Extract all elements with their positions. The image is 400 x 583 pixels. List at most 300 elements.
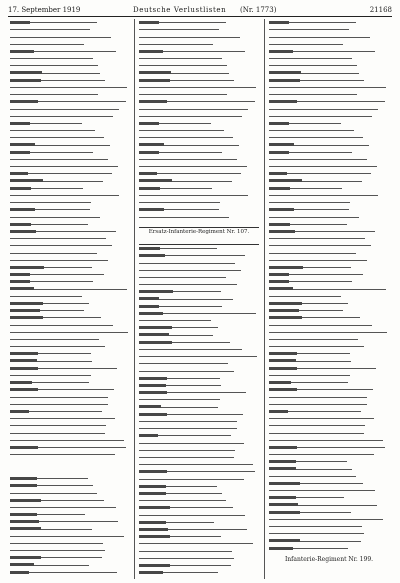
bold-name-segment bbox=[10, 484, 37, 487]
illegible-text-line bbox=[139, 173, 241, 175]
illegible-text-line bbox=[269, 396, 367, 398]
illegible-text-line bbox=[139, 399, 220, 401]
bold-name-segment bbox=[10, 122, 30, 125]
illegible-text-line bbox=[139, 80, 234, 82]
illegible-text-line bbox=[269, 202, 350, 204]
illegible-text-line bbox=[10, 36, 111, 38]
illegible-text-line bbox=[10, 543, 103, 545]
bold-name-segment bbox=[139, 71, 171, 74]
illegible-text-line bbox=[10, 159, 108, 161]
bold-name-segment bbox=[269, 280, 289, 283]
illegible-text-line bbox=[10, 231, 116, 233]
illegible-text-line bbox=[269, 468, 352, 470]
bold-name-segment bbox=[10, 172, 28, 175]
bold-name-segment bbox=[269, 179, 302, 182]
illegible-text-line bbox=[269, 548, 348, 550]
illegible-text-line bbox=[10, 116, 113, 118]
bold-name-segment bbox=[269, 143, 294, 146]
illegible-text-line bbox=[139, 58, 222, 60]
bold-name-segment bbox=[139, 179, 172, 182]
illegible-text-line bbox=[10, 557, 102, 559]
illegible-text-line bbox=[139, 29, 219, 31]
bold-name-segment bbox=[10, 230, 36, 233]
bold-name-segment bbox=[269, 273, 289, 276]
bold-name-segment bbox=[139, 143, 164, 146]
column-divider bbox=[264, 19, 265, 579]
bold-name-segment bbox=[139, 470, 167, 473]
illegible-text-line bbox=[139, 137, 233, 139]
illegible-text-line bbox=[269, 44, 343, 46]
illegible-text-line bbox=[10, 202, 91, 204]
illegible-text-line bbox=[10, 360, 92, 362]
illegible-text-line bbox=[139, 51, 245, 53]
bold-name-segment bbox=[269, 309, 299, 312]
illegible-text-line bbox=[139, 385, 221, 387]
illegible-text-line bbox=[269, 519, 383, 521]
bold-name-segment bbox=[269, 482, 300, 485]
illegible-text-line bbox=[10, 173, 112, 175]
illegible-text-line bbox=[269, 339, 358, 341]
bold-name-segment bbox=[269, 266, 303, 269]
illegible-text-line bbox=[269, 281, 352, 283]
illegible-text-line bbox=[10, 528, 92, 530]
illegible-text-line bbox=[269, 238, 365, 240]
bold-name-segment bbox=[269, 467, 296, 470]
illegible-text-line bbox=[139, 209, 219, 211]
bold-name-segment bbox=[269, 287, 293, 290]
illegible-text-line bbox=[10, 478, 88, 480]
header-issue: (Nr. 1773) bbox=[240, 6, 277, 14]
illegible-text-line bbox=[10, 94, 98, 96]
illegible-text-line bbox=[139, 442, 244, 444]
bold-name-segment bbox=[269, 359, 296, 362]
illegible-text-line bbox=[139, 428, 237, 430]
illegible-text-line bbox=[269, 483, 363, 485]
illegible-text-line bbox=[139, 529, 247, 531]
illegible-text-line bbox=[139, 421, 237, 423]
illegible-text-line bbox=[269, 231, 375, 233]
illegible-text-line bbox=[10, 130, 95, 132]
illegible-text-line bbox=[10, 368, 117, 370]
bold-name-segment bbox=[10, 556, 41, 559]
bold-name-segment bbox=[139, 172, 157, 175]
bold-name-segment bbox=[10, 179, 43, 182]
illegible-text-line bbox=[10, 375, 91, 377]
bold-name-segment bbox=[139, 434, 158, 437]
illegible-text-line bbox=[269, 317, 360, 319]
illegible-text-line bbox=[10, 454, 115, 456]
illegible-text-line bbox=[139, 450, 235, 452]
illegible-text-line bbox=[10, 296, 82, 298]
illegible-text-line bbox=[10, 440, 124, 442]
illegible-text-line bbox=[139, 572, 218, 574]
illegible-text-line bbox=[139, 370, 234, 372]
illegible-text-line bbox=[269, 476, 356, 478]
illegible-text-line bbox=[269, 116, 372, 118]
bold-name-segment bbox=[269, 172, 287, 175]
bold-name-segment bbox=[269, 503, 298, 506]
illegible-text-line bbox=[10, 447, 126, 449]
illegible-text-line bbox=[269, 123, 341, 125]
illegible-text-line bbox=[269, 245, 371, 247]
illegible-text-line bbox=[269, 94, 357, 96]
illegible-text-line bbox=[139, 493, 222, 495]
illegible-text-line bbox=[269, 144, 369, 146]
illegible-text-line bbox=[139, 507, 233, 509]
illegible-text-line bbox=[10, 339, 99, 341]
illegible-text-line bbox=[269, 368, 376, 370]
illegible-text-line bbox=[269, 310, 343, 312]
illegible-text-line bbox=[10, 317, 101, 319]
illegible-text-line bbox=[10, 324, 113, 326]
illegible-text-line bbox=[269, 490, 375, 492]
illegible-text-line bbox=[139, 216, 229, 218]
bold-name-segment bbox=[139, 50, 163, 53]
illegible-text-line bbox=[139, 277, 226, 279]
illegible-text-line bbox=[269, 540, 361, 542]
illegible-text-line bbox=[269, 87, 386, 89]
illegible-text-line bbox=[139, 159, 237, 161]
bold-name-segment bbox=[269, 71, 301, 74]
bold-name-segment bbox=[10, 563, 34, 566]
illegible-text-line bbox=[10, 29, 90, 31]
illegible-text-line bbox=[10, 432, 105, 434]
illegible-text-line bbox=[139, 298, 233, 300]
illegible-text-line bbox=[10, 310, 84, 312]
illegible-text-line bbox=[269, 332, 387, 334]
illegible-text-line bbox=[139, 87, 256, 89]
illegible-text-line bbox=[269, 533, 364, 535]
bold-name-segment bbox=[10, 571, 29, 574]
bold-name-segment bbox=[139, 151, 159, 154]
bold-name-segment bbox=[269, 547, 293, 550]
illegible-text-line bbox=[139, 471, 255, 473]
illegible-text-line bbox=[139, 435, 231, 437]
bold-name-segment bbox=[139, 377, 167, 380]
bold-name-segment bbox=[10, 302, 43, 305]
illegible-text-line bbox=[10, 152, 93, 154]
illegible-text-line bbox=[269, 260, 367, 262]
illegible-text-line bbox=[269, 346, 364, 348]
bold-name-segment bbox=[139, 208, 164, 211]
bold-name-segment bbox=[269, 100, 297, 103]
illegible-text-line bbox=[10, 396, 108, 398]
bold-name-segment bbox=[139, 247, 160, 250]
illegible-text-line bbox=[10, 281, 93, 283]
bold-name-segment bbox=[139, 492, 166, 495]
illegible-text-line bbox=[10, 216, 100, 218]
bold-name-segment bbox=[139, 326, 172, 329]
bold-name-segment bbox=[269, 410, 288, 413]
bold-name-segment bbox=[10, 79, 41, 82]
bold-name-segment bbox=[139, 564, 170, 567]
bold-name-segment bbox=[269, 122, 289, 125]
illegible-text-line bbox=[269, 425, 365, 427]
illegible-text-line bbox=[10, 346, 105, 348]
illegible-text-line bbox=[139, 363, 228, 365]
bold-name-segment bbox=[269, 50, 293, 53]
illegible-text-line bbox=[10, 418, 115, 420]
illegible-text-line bbox=[269, 51, 375, 53]
bold-name-segment bbox=[10, 287, 34, 290]
illegible-text-line bbox=[269, 166, 377, 168]
bold-name-segment bbox=[269, 539, 300, 542]
illegible-text-line bbox=[10, 500, 104, 502]
bold-name-segment bbox=[10, 527, 41, 530]
illegible-text-line bbox=[269, 411, 361, 413]
illegible-text-line bbox=[269, 454, 374, 456]
illegible-text-line bbox=[269, 252, 356, 254]
illegible-text-line bbox=[269, 324, 372, 326]
bold-name-segment bbox=[269, 79, 300, 82]
illegible-text-line bbox=[269, 296, 341, 298]
illegible-text-line bbox=[139, 486, 217, 488]
illegible-text-line bbox=[139, 327, 218, 329]
illegible-text-line bbox=[139, 334, 213, 336]
bold-name-segment bbox=[269, 511, 300, 514]
illegible-text-line bbox=[10, 22, 97, 24]
illegible-text-line bbox=[269, 216, 359, 218]
illegible-text-line bbox=[10, 224, 88, 226]
section-box-title: Ersatz-Infanterie-Regiment Nr. 107. bbox=[139, 227, 259, 245]
illegible-text-line bbox=[139, 500, 226, 502]
illegible-text-line bbox=[269, 418, 374, 420]
illegible-text-line bbox=[139, 144, 239, 146]
illegible-text-line bbox=[139, 36, 240, 38]
illegible-text-line bbox=[269, 432, 364, 434]
bold-name-segment bbox=[269, 223, 290, 226]
illegible-text-line bbox=[139, 284, 237, 286]
illegible-text-line bbox=[269, 65, 357, 67]
illegible-text-line bbox=[269, 188, 342, 190]
illegible-text-line bbox=[10, 564, 89, 566]
illegible-text-line bbox=[139, 558, 234, 560]
bold-name-segment bbox=[10, 359, 37, 362]
illegible-text-line bbox=[139, 522, 214, 524]
bold-name-segment bbox=[269, 496, 296, 499]
illegible-text-line bbox=[269, 389, 373, 391]
illegible-text-line bbox=[139, 94, 227, 96]
illegible-text-line bbox=[10, 288, 127, 290]
bold-name-segment bbox=[139, 413, 167, 416]
bold-name-segment bbox=[10, 352, 38, 355]
illegible-text-line bbox=[269, 152, 352, 154]
illegible-text-line bbox=[269, 447, 385, 449]
illegible-text-line bbox=[10, 108, 119, 110]
illegible-text-line bbox=[139, 255, 245, 257]
illegible-text-line bbox=[10, 144, 110, 146]
illegible-text-line bbox=[269, 288, 386, 290]
illegible-text-line bbox=[139, 536, 221, 538]
bold-name-segment bbox=[10, 187, 31, 190]
column-footer: Infanterie-Regiment Nr. 199. bbox=[284, 556, 374, 563]
illegible-text-line bbox=[139, 565, 231, 567]
illegible-text-line bbox=[269, 173, 371, 175]
bold-name-segment bbox=[139, 100, 167, 103]
illegible-text-line bbox=[139, 543, 253, 545]
header-page-number: 21168 bbox=[369, 6, 392, 14]
bold-name-segment bbox=[139, 528, 168, 531]
bold-name-segment bbox=[269, 302, 302, 305]
illegible-text-line bbox=[269, 461, 347, 463]
illegible-text-line bbox=[10, 51, 116, 53]
illegible-text-line bbox=[10, 65, 98, 67]
illegible-text-line bbox=[139, 349, 242, 351]
illegible-text-line bbox=[269, 504, 377, 506]
illegible-text-line bbox=[10, 507, 116, 509]
bold-name-segment bbox=[10, 151, 30, 154]
illegible-text-line bbox=[139, 65, 227, 67]
illegible-text-line bbox=[139, 123, 211, 125]
illegible-text-line bbox=[10, 101, 126, 103]
bold-name-segment bbox=[10, 223, 31, 226]
illegible-text-line bbox=[269, 375, 350, 377]
bold-name-segment bbox=[269, 352, 297, 355]
column-1 bbox=[10, 20, 130, 578]
illegible-text-line bbox=[269, 274, 363, 276]
bold-name-segment bbox=[139, 21, 159, 24]
illegible-text-line bbox=[139, 478, 244, 480]
illegible-text-line bbox=[10, 166, 118, 168]
illegible-text-line bbox=[10, 209, 90, 211]
illegible-text-line bbox=[269, 404, 367, 406]
bold-name-segment bbox=[10, 143, 35, 146]
illegible-text-line bbox=[10, 425, 106, 427]
illegible-text-line bbox=[10, 303, 89, 305]
illegible-text-line bbox=[10, 260, 108, 262]
illegible-text-line bbox=[10, 72, 100, 74]
illegible-text-line bbox=[139, 248, 217, 250]
bold-name-segment bbox=[139, 305, 159, 308]
illegible-text-line bbox=[269, 80, 364, 82]
illegible-text-line bbox=[10, 44, 84, 46]
header-masthead: Deutsche Verlustlisten bbox=[133, 6, 227, 14]
illegible-text-line bbox=[10, 180, 103, 182]
illegible-text-line bbox=[10, 492, 97, 494]
illegible-text-line bbox=[139, 514, 245, 516]
illegible-text-line bbox=[10, 514, 85, 516]
illegible-text-line bbox=[10, 536, 124, 538]
illegible-text-line bbox=[139, 320, 211, 322]
illegible-text-line bbox=[10, 550, 105, 552]
bold-name-segment bbox=[10, 388, 38, 391]
illegible-text-line bbox=[139, 188, 212, 190]
bold-name-segment bbox=[139, 571, 163, 574]
bold-name-segment bbox=[139, 297, 159, 300]
bold-name-segment bbox=[139, 122, 159, 125]
illegible-text-line bbox=[10, 332, 128, 334]
illegible-text-line bbox=[10, 382, 89, 384]
illegible-text-line bbox=[269, 108, 378, 110]
illegible-text-line bbox=[269, 36, 370, 38]
bold-name-segment bbox=[10, 273, 30, 276]
illegible-text-line bbox=[269, 180, 362, 182]
illegible-text-line bbox=[269, 267, 351, 269]
illegible-text-line bbox=[269, 72, 359, 74]
bold-name-segment bbox=[10, 71, 42, 74]
bold-name-segment bbox=[10, 499, 41, 502]
bold-name-segment bbox=[139, 341, 172, 344]
bold-name-segment bbox=[269, 187, 290, 190]
illegible-text-line bbox=[10, 245, 112, 247]
illegible-text-line bbox=[139, 262, 235, 264]
illegible-text-line bbox=[10, 411, 102, 413]
bold-name-segment bbox=[10, 316, 43, 319]
illegible-text-line bbox=[269, 29, 349, 31]
bold-name-segment bbox=[10, 446, 38, 449]
bold-name-segment bbox=[139, 535, 170, 538]
illegible-text-line bbox=[10, 267, 92, 269]
illegible-text-line bbox=[139, 392, 246, 394]
illegible-text-line bbox=[139, 457, 234, 459]
column-3 bbox=[269, 20, 389, 578]
bold-name-segment bbox=[269, 21, 289, 24]
bold-name-segment bbox=[269, 316, 302, 319]
bold-name-segment bbox=[269, 446, 297, 449]
bold-name-segment bbox=[10, 100, 38, 103]
illegible-text-line bbox=[10, 58, 93, 60]
illegible-text-line bbox=[10, 485, 93, 487]
bold-name-segment bbox=[10, 21, 30, 24]
page-header bbox=[8, 5, 392, 15]
illegible-text-line bbox=[139, 342, 230, 344]
bold-name-segment bbox=[269, 151, 289, 154]
illegible-text-line bbox=[10, 123, 82, 125]
illegible-text-line bbox=[10, 274, 104, 276]
illegible-text-line bbox=[139, 414, 243, 416]
illegible-text-line bbox=[10, 252, 97, 254]
illegible-text-line bbox=[269, 353, 350, 355]
illegible-text-line bbox=[139, 22, 226, 24]
bold-name-segment bbox=[10, 266, 44, 269]
bold-name-segment bbox=[10, 520, 39, 523]
illegible-text-line bbox=[10, 353, 91, 355]
illegible-text-line bbox=[269, 497, 344, 499]
illegible-text-line bbox=[10, 521, 118, 523]
illegible-text-line bbox=[269, 209, 349, 211]
illegible-text-line bbox=[139, 313, 256, 315]
illegible-text-line bbox=[269, 303, 348, 305]
illegible-text-line bbox=[269, 130, 354, 132]
bold-name-segment bbox=[10, 410, 29, 413]
illegible-text-line bbox=[139, 108, 248, 110]
illegible-text-line bbox=[10, 87, 127, 89]
illegible-text-line bbox=[269, 382, 348, 384]
header-rule bbox=[8, 16, 392, 17]
bold-name-segment bbox=[10, 381, 32, 384]
illegible-text-line bbox=[269, 440, 383, 442]
bold-name-segment bbox=[10, 513, 37, 516]
illegible-text-line bbox=[269, 22, 356, 24]
illegible-text-line bbox=[139, 356, 257, 358]
illegible-text-line bbox=[10, 238, 106, 240]
illegible-text-line bbox=[269, 101, 385, 103]
illegible-text-line bbox=[139, 378, 220, 380]
bold-name-segment bbox=[139, 290, 173, 293]
illegible-text-line bbox=[139, 406, 218, 408]
illegible-text-line bbox=[139, 72, 229, 74]
illegible-text-line bbox=[10, 195, 119, 197]
header-date: 17. September 1919 bbox=[8, 6, 81, 14]
bold-name-segment bbox=[139, 506, 170, 509]
bold-name-segment bbox=[139, 391, 167, 394]
illegible-text-line bbox=[269, 526, 362, 528]
bold-name-segment bbox=[269, 388, 297, 391]
illegible-text-line bbox=[139, 130, 224, 132]
bold-name-segment bbox=[139, 187, 160, 190]
illegible-text-line bbox=[10, 80, 105, 82]
bold-name-segment bbox=[10, 280, 30, 283]
